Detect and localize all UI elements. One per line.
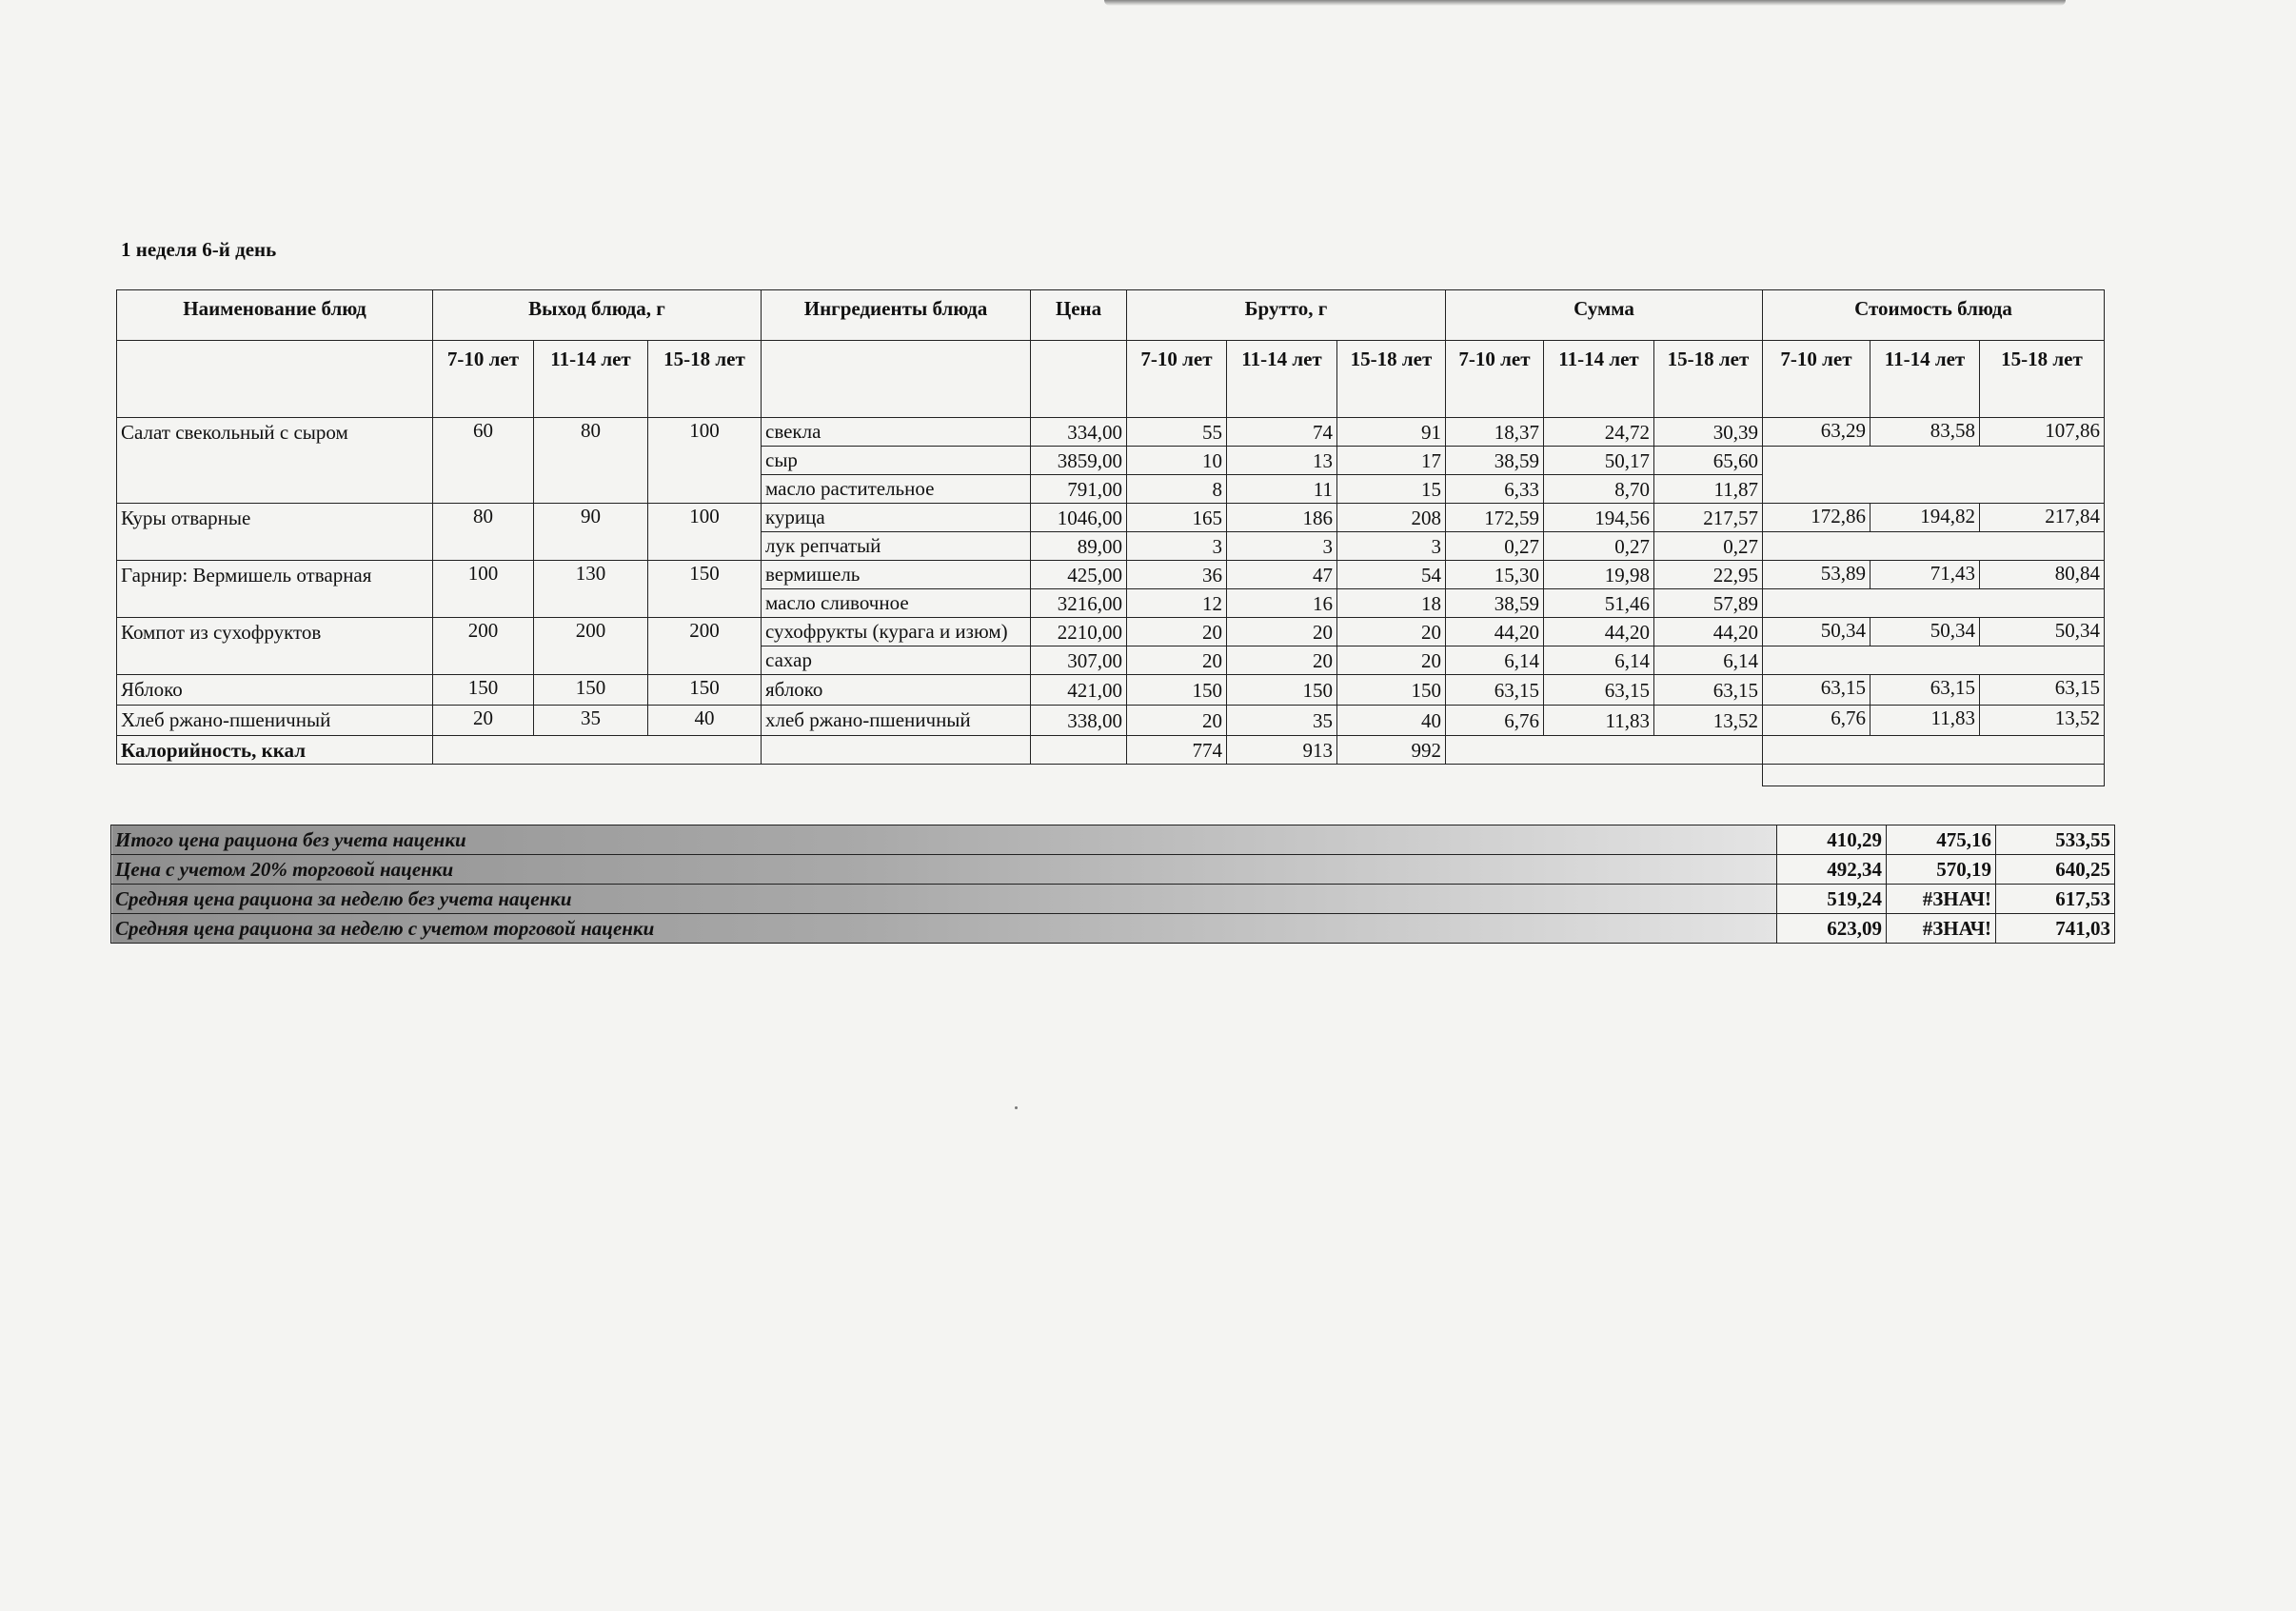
dish-output: 60	[433, 418, 534, 504]
ingredient-sum: 30,39	[1654, 418, 1763, 447]
summary-value: 492,34	[1777, 855, 1887, 885]
dish-output: 80	[534, 418, 648, 504]
menu-table	[116, 289, 2105, 786]
summary-label: Средняя цена рациона за неделю с учетом торговой наценки	[111, 914, 1777, 944]
ingredient-brutto: 35	[1227, 706, 1337, 736]
age-header: 7-10 лет	[1763, 341, 1870, 418]
ingredient-brutto: 12	[1127, 589, 1227, 618]
ingredient-sum: 63,15	[1654, 675, 1763, 706]
dish-output: 130	[534, 561, 648, 618]
dish-output: 150	[648, 561, 762, 618]
empty-cell	[762, 341, 1031, 418]
dish-cost: 83,58	[1870, 418, 1980, 447]
summary-row	[111, 855, 2115, 885]
ingredient-brutto: 11	[1227, 475, 1337, 504]
dish-cost: 13,52	[1980, 706, 2105, 736]
ingredient-brutto: 186	[1227, 504, 1337, 532]
dish-output: 35	[534, 706, 648, 736]
ingredient-brutto: 165	[1127, 504, 1227, 532]
ingredient-name: яблоко	[762, 675, 1031, 706]
ingredient-sum: 24,72	[1544, 418, 1654, 447]
scan-speck	[1015, 1106, 1018, 1109]
ingredient-sum: 6,14	[1654, 646, 1763, 675]
age-header-row	[117, 341, 2105, 418]
summary-label: Итого цена рациона без учета наценки	[111, 825, 1777, 855]
dish-row	[117, 675, 2105, 706]
ingredient-brutto: 16	[1227, 589, 1337, 618]
dish-cost: 50,34	[1980, 618, 2105, 646]
dish-cost: 63,15	[1870, 675, 1980, 706]
summary-value: #ЗНАЧ!	[1887, 914, 1996, 944]
ingredient-name: хлеб ржано-пшеничный	[762, 706, 1031, 736]
dish-cost: 6,76	[1763, 706, 1870, 736]
ingredient-brutto: 3	[1227, 532, 1337, 561]
empty-cell	[433, 736, 762, 765]
dish-cost: 80,84	[1980, 561, 2105, 589]
empty-cost-cell	[1763, 589, 2105, 618]
calories-value: 913	[1227, 736, 1337, 765]
age-header: 15-18 лет	[1980, 341, 2105, 418]
age-header: 11-14 лет	[1870, 341, 1980, 418]
calories-value: 992	[1337, 736, 1446, 765]
dish-cost: 71,43	[1870, 561, 1980, 589]
ingredient-name: сыр	[762, 447, 1031, 475]
dish-name: Хлеб ржано-пшеничный	[117, 706, 433, 736]
spacer-cell	[117, 765, 1763, 786]
header-output: Выход блюда, г	[433, 290, 762, 341]
dish-cost: 50,34	[1763, 618, 1870, 646]
ingredient-brutto: 8	[1127, 475, 1227, 504]
ingredient-sum: 217,57	[1654, 504, 1763, 532]
dish-cost: 217,84	[1980, 504, 2105, 532]
ingredient-sum: 38,59	[1446, 589, 1544, 618]
header-cost: Стоимость блюда	[1763, 290, 2105, 341]
ingredient-brutto: 20	[1227, 618, 1337, 646]
summary-value: 570,19	[1887, 855, 1996, 885]
ingredient-brutto: 91	[1337, 418, 1446, 447]
summary-value: 533,55	[1996, 825, 2115, 855]
ingredient-price: 334,00	[1031, 418, 1127, 447]
empty-cell	[117, 341, 433, 418]
header-name: Наименование блюд	[117, 290, 433, 341]
age-header: 15-18 лет	[1337, 341, 1446, 418]
age-header: 11-14 лет	[534, 341, 648, 418]
dish-output: 150	[433, 675, 534, 706]
summary-value: 475,16	[1887, 825, 1996, 855]
ingredient-sum: 11,87	[1654, 475, 1763, 504]
ingredient-sum: 63,15	[1544, 675, 1654, 706]
summary-value: 617,53	[1996, 885, 2115, 914]
dish-output: 200	[648, 618, 762, 675]
spacer-cell	[1763, 765, 2105, 786]
ingredient-brutto: 13	[1227, 447, 1337, 475]
dish-output: 100	[648, 418, 762, 504]
dish-row	[117, 561, 2105, 589]
ingredient-name: лук репчатый	[762, 532, 1031, 561]
summary-table-body	[111, 825, 2115, 944]
ingredient-brutto: 74	[1227, 418, 1337, 447]
ingredient-price: 3859,00	[1031, 447, 1127, 475]
header-row	[117, 290, 2105, 341]
ingredient-price: 338,00	[1031, 706, 1127, 736]
dish-name: Компот из сухофруктов	[117, 618, 433, 675]
ingredient-name: вермишель	[762, 561, 1031, 589]
dish-output: 40	[648, 706, 762, 736]
ingredient-brutto: 40	[1337, 706, 1446, 736]
ingredient-sum: 65,60	[1654, 447, 1763, 475]
header-sum: Сумма	[1446, 290, 1763, 341]
empty-cost-cell	[1763, 447, 2105, 504]
empty-cell	[1763, 736, 2105, 765]
ingredient-sum: 11,83	[1544, 706, 1654, 736]
ingredient-sum: 18,37	[1446, 418, 1544, 447]
calories-value: 774	[1127, 736, 1227, 765]
ingredient-price: 1046,00	[1031, 504, 1127, 532]
scan-edge-shadow	[1104, 0, 2066, 6]
ingredient-brutto: 47	[1227, 561, 1337, 589]
ingredient-sum: 22,95	[1654, 561, 1763, 589]
summary-value: 640,25	[1996, 855, 2115, 885]
ingredient-price: 89,00	[1031, 532, 1127, 561]
ingredient-name: сухофрукты (курага и изюм)	[762, 618, 1031, 646]
dish-cost: 194,82	[1870, 504, 1980, 532]
ingredient-brutto: 150	[1227, 675, 1337, 706]
dish-cost: 53,89	[1763, 561, 1870, 589]
dish-cost: 63,15	[1980, 675, 2105, 706]
ingredient-brutto: 54	[1337, 561, 1446, 589]
ingredient-brutto: 208	[1337, 504, 1446, 532]
ingredient-sum: 51,46	[1544, 589, 1654, 618]
ingredient-sum: 6,14	[1544, 646, 1654, 675]
ingredient-brutto: 150	[1127, 675, 1227, 706]
page-title: 1 неделя 6-й день	[121, 238, 277, 261]
ingredient-price: 307,00	[1031, 646, 1127, 675]
dish-row	[117, 504, 2105, 532]
dish-output: 100	[433, 561, 534, 618]
ingredient-sum: 44,20	[1654, 618, 1763, 646]
ingredient-price: 421,00	[1031, 675, 1127, 706]
header-price: Цена	[1031, 290, 1127, 341]
summary-value: 519,24	[1777, 885, 1887, 914]
calories-label: Калорийность, ккал	[117, 736, 433, 765]
dish-name: Гарнир: Вермишель отварная	[117, 561, 433, 618]
ingredient-brutto: 15	[1337, 475, 1446, 504]
summary-label: Средняя цена рациона за неделю без учета наценки	[111, 885, 1777, 914]
summary-row	[111, 914, 2115, 944]
header-ingredients: Ингредиенты блюда	[762, 290, 1031, 341]
dish-output: 200	[433, 618, 534, 675]
ingredient-brutto: 10	[1127, 447, 1227, 475]
age-header: 7-10 лет	[1127, 341, 1227, 418]
menu-table-body	[117, 290, 2105, 786]
ingredient-sum: 44,20	[1446, 618, 1544, 646]
ingredient-brutto: 20	[1127, 618, 1227, 646]
ingredient-price: 425,00	[1031, 561, 1127, 589]
ingredient-sum: 63,15	[1446, 675, 1544, 706]
summary-value: 410,29	[1777, 825, 1887, 855]
ingredient-name: курица	[762, 504, 1031, 532]
empty-cost-cell	[1763, 532, 2105, 561]
ingredient-sum: 13,52	[1654, 706, 1763, 736]
age-header: 7-10 лет	[433, 341, 534, 418]
ingredient-sum: 15,30	[1446, 561, 1544, 589]
calories-row	[117, 736, 2105, 765]
summary-row	[111, 825, 2115, 855]
age-header: 7-10 лет	[1446, 341, 1544, 418]
ingredient-sum: 6,33	[1446, 475, 1544, 504]
summary-value: #ЗНАЧ!	[1887, 885, 1996, 914]
ingredient-sum: 0,27	[1654, 532, 1763, 561]
dish-row	[117, 618, 2105, 646]
empty-cell	[1031, 736, 1127, 765]
ingredient-brutto: 36	[1127, 561, 1227, 589]
spacer-row	[117, 765, 2105, 786]
header-brutto: Брутто, г	[1127, 290, 1446, 341]
empty-cell	[1031, 341, 1127, 418]
empty-cost-cell	[1763, 646, 2105, 675]
ingredient-sum: 57,89	[1654, 589, 1763, 618]
ingredient-brutto: 20	[1337, 618, 1446, 646]
dish-output: 80	[433, 504, 534, 561]
ingredient-sum: 0,27	[1544, 532, 1654, 561]
age-header: 11-14 лет	[1544, 341, 1654, 418]
ingredient-brutto: 3	[1127, 532, 1227, 561]
dish-row	[117, 418, 2105, 447]
ingredient-sum: 50,17	[1544, 447, 1654, 475]
ingredient-brutto: 3	[1337, 532, 1446, 561]
ingredient-sum: 38,59	[1446, 447, 1544, 475]
dish-cost: 107,86	[1980, 418, 2105, 447]
ingredient-brutto: 150	[1337, 675, 1446, 706]
dish-cost: 63,15	[1763, 675, 1870, 706]
empty-cell	[762, 736, 1031, 765]
dish-name: Салат свекольный с сыром	[117, 418, 433, 504]
age-header: 11-14 лет	[1227, 341, 1337, 418]
summary-value: 741,03	[1996, 914, 2115, 944]
summary-table	[110, 825, 2115, 944]
ingredient-sum: 0,27	[1446, 532, 1544, 561]
ingredient-sum: 6,76	[1446, 706, 1544, 736]
dish-name: Яблоко	[117, 675, 433, 706]
ingredient-price: 791,00	[1031, 475, 1127, 504]
ingredient-brutto: 20	[1227, 646, 1337, 675]
summary-label: Цена с учетом 20% торговой наценки	[111, 855, 1777, 885]
age-header: 15-18 лет	[648, 341, 762, 418]
age-header: 15-18 лет	[1654, 341, 1763, 418]
ingredient-name: сахар	[762, 646, 1031, 675]
dish-output: 20	[433, 706, 534, 736]
dish-name: Куры отварные	[117, 504, 433, 561]
ingredient-brutto: 55	[1127, 418, 1227, 447]
ingredient-sum: 6,14	[1446, 646, 1544, 675]
dish-row	[117, 706, 2105, 736]
summary-value: 623,09	[1777, 914, 1887, 944]
ingredient-sum: 19,98	[1544, 561, 1654, 589]
ingredient-brutto: 18	[1337, 589, 1446, 618]
ingredient-price: 3216,00	[1031, 589, 1127, 618]
ingredient-sum: 8,70	[1544, 475, 1654, 504]
ingredient-brutto: 20	[1337, 646, 1446, 675]
ingredient-sum: 172,59	[1446, 504, 1544, 532]
dish-output: 150	[534, 675, 648, 706]
dish-output: 100	[648, 504, 762, 561]
ingredient-name: масло растительное	[762, 475, 1031, 504]
ingredient-name: масло сливочное	[762, 589, 1031, 618]
empty-cell	[1446, 736, 1763, 765]
ingredient-brutto: 20	[1127, 706, 1227, 736]
ingredient-brutto: 17	[1337, 447, 1446, 475]
ingredient-sum: 194,56	[1544, 504, 1654, 532]
dish-cost: 63,29	[1763, 418, 1870, 447]
dish-cost: 172,86	[1763, 504, 1870, 532]
dish-cost: 50,34	[1870, 618, 1980, 646]
dish-output: 200	[534, 618, 648, 675]
summary-row	[111, 885, 2115, 914]
dish-output: 150	[648, 675, 762, 706]
ingredient-price: 2210,00	[1031, 618, 1127, 646]
dish-output: 90	[534, 504, 648, 561]
ingredient-sum: 44,20	[1544, 618, 1654, 646]
ingredient-brutto: 20	[1127, 646, 1227, 675]
dish-cost: 11,83	[1870, 706, 1980, 736]
ingredient-name: свекла	[762, 418, 1031, 447]
